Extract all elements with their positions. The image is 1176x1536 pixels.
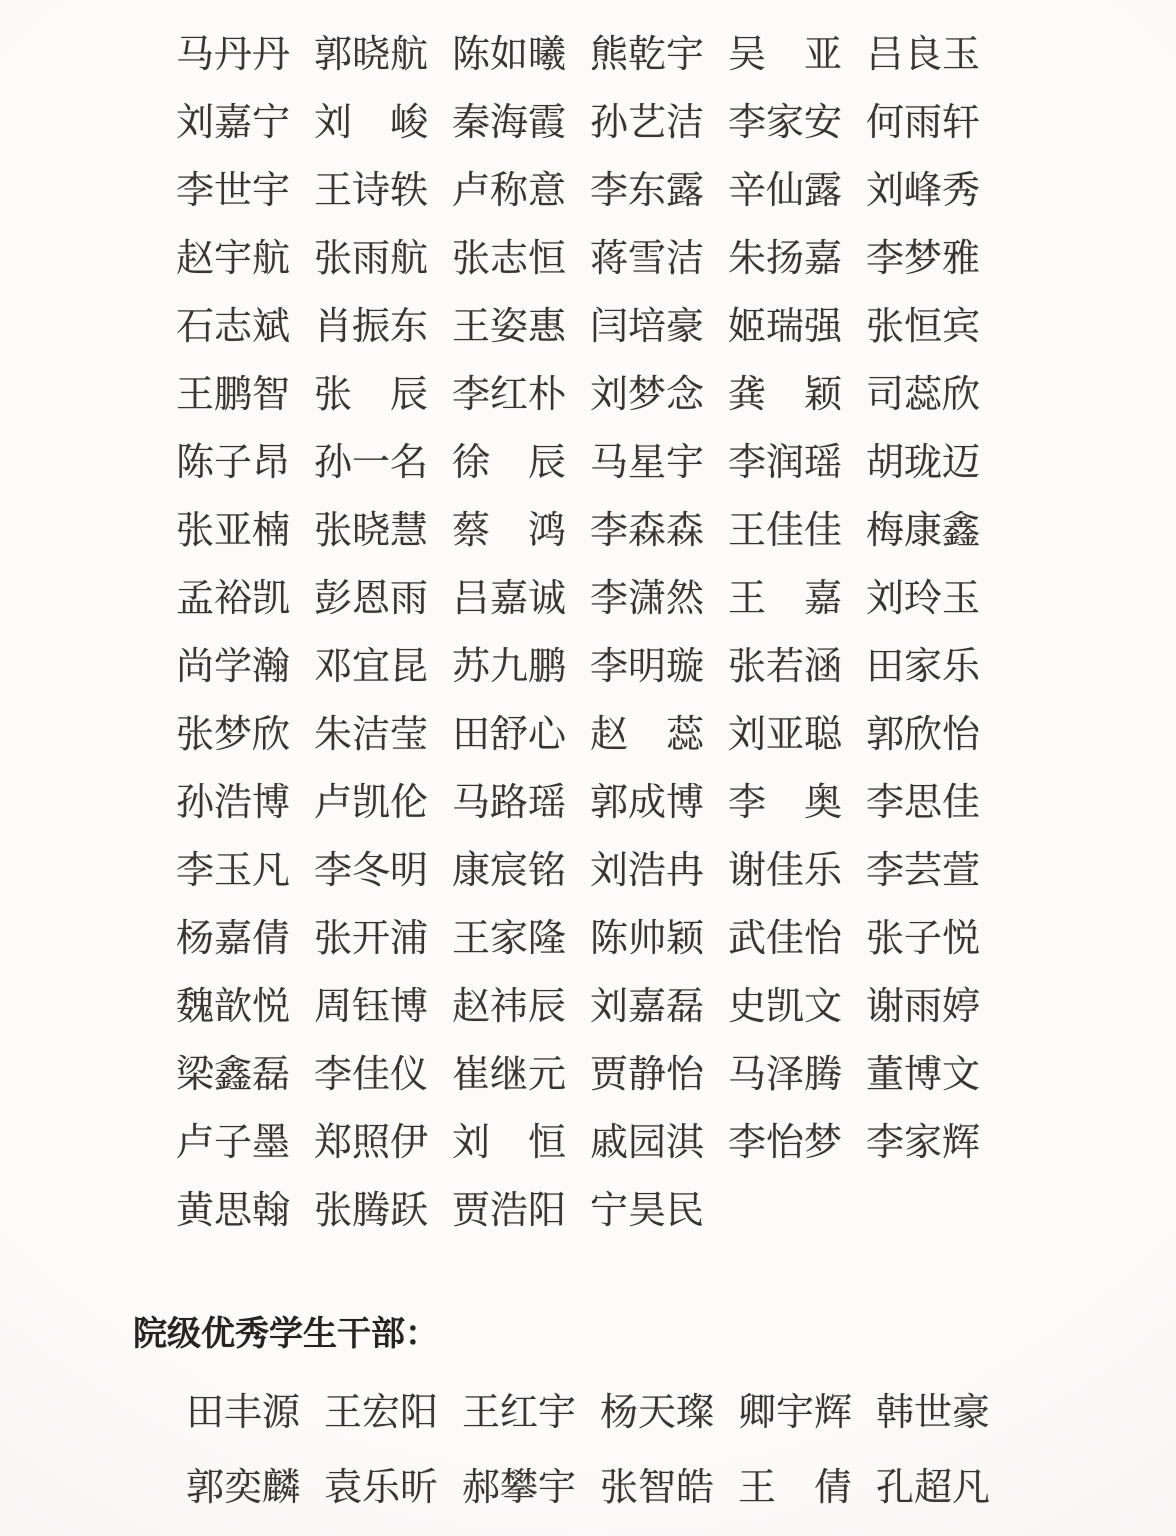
student-name: 李家安	[728, 100, 843, 144]
student-name: 马星宇	[590, 440, 705, 484]
student-name: 魏歆悦	[176, 984, 291, 1028]
student-name: 李世宇	[176, 168, 291, 212]
name-row	[176, 564, 1176, 632]
student-name: 张雨航	[314, 236, 429, 280]
student-name: 武佳怡	[728, 916, 843, 960]
student-name: 王红宇	[462, 1390, 577, 1435]
student-name: 刘嘉磊	[590, 984, 705, 1028]
student-name: 张志恒	[452, 236, 567, 280]
name-row	[186, 1375, 1176, 1450]
student-name: 王诗轶	[314, 168, 429, 212]
name-row	[176, 224, 1176, 292]
name-row	[176, 20, 1176, 88]
student-name: 宁昊民	[590, 1188, 705, 1232]
student-name: 卢子墨	[176, 1120, 291, 1164]
student-name: 王姿惠	[452, 304, 567, 348]
student-name: 熊乾宇	[590, 32, 705, 76]
student-name: 卢称意	[452, 168, 567, 212]
student-name: 李家辉	[866, 1120, 981, 1164]
student-name: 戚园淇	[590, 1120, 705, 1164]
student-name: 史凯文	[728, 984, 843, 1028]
student-name: 刘梦念	[590, 372, 705, 416]
student-name: 康宸铭	[452, 848, 567, 892]
student-name: 田丰源	[186, 1390, 301, 1435]
student-name: 贾静怡	[590, 1052, 705, 1096]
student-name: 吴 亚	[728, 32, 843, 76]
student-name: 梅康鑫	[866, 508, 981, 552]
student-name: 李 奥	[728, 780, 843, 824]
student-name: 孙浩博	[176, 780, 291, 824]
name-row	[176, 360, 1176, 428]
student-name: 陈如曦	[452, 32, 567, 76]
student-name: 王宏阳	[324, 1390, 439, 1435]
student-name: 谢雨婷	[866, 984, 981, 1028]
student-name: 李佳仪	[314, 1052, 429, 1096]
student-name: 吕嘉诚	[452, 576, 567, 620]
student-name: 吕良玉	[866, 32, 981, 76]
student-name: 张 辰	[314, 372, 429, 416]
student-name: 王鹏智	[176, 372, 291, 416]
student-name: 司蕊欣	[866, 372, 981, 416]
student-name: 石志斌	[176, 304, 291, 348]
student-name: 王 嘉	[728, 576, 843, 620]
student-name: 朱扬嘉	[728, 236, 843, 280]
student-name: 李玉凡	[176, 848, 291, 892]
student-name: 李芸萱	[866, 848, 981, 892]
student-name: 朱洁莹	[314, 712, 429, 756]
student-name: 田家乐	[866, 644, 981, 688]
student-name: 郭奕麟	[186, 1465, 301, 1510]
student-name: 张腾跃	[314, 1188, 429, 1232]
student-name: 韩世豪	[876, 1390, 991, 1435]
student-name: 郭欣怡	[866, 712, 981, 756]
name-row	[186, 1450, 1176, 1525]
student-name: 王佳佳	[728, 508, 843, 552]
student-name: 苏九鹏	[452, 644, 567, 688]
student-name: 马路瑶	[452, 780, 567, 824]
student-name: 崔继元	[452, 1052, 567, 1096]
student-name: 邓宜昆	[314, 644, 429, 688]
student-name: 辛仙露	[728, 168, 843, 212]
student-name: 肖振东	[314, 304, 429, 348]
student-name: 马丹丹	[176, 32, 291, 76]
student-name: 田舒心	[452, 712, 567, 756]
student-name: 张梦欣	[176, 712, 291, 756]
student-name: 董博文	[866, 1052, 981, 1096]
student-name: 李红朴	[452, 372, 567, 416]
student-name: 李思佳	[866, 780, 981, 824]
student-name: 郝攀宇	[462, 1465, 577, 1510]
student-name: 尚学瀚	[176, 644, 291, 688]
student-name: 刘玲玉	[866, 576, 981, 620]
student-name: 孙一名	[314, 440, 429, 484]
student-name: 刘 恒	[452, 1120, 567, 1164]
student-name: 谢佳乐	[728, 848, 843, 892]
student-name: 张晓慧	[314, 508, 429, 552]
student-name: 刘峰秀	[866, 168, 981, 212]
name-row	[176, 700, 1176, 768]
student-name: 郭晓航	[314, 32, 429, 76]
section-heading: 院级优秀学生干部：	[133, 1314, 439, 1354]
student-name: 赵 蕊	[590, 712, 705, 756]
student-name: 王 倩	[738, 1465, 853, 1510]
student-name: 秦海霞	[452, 100, 567, 144]
student-name: 蒋雪洁	[590, 236, 705, 280]
student-name: 孟裕凯	[176, 576, 291, 620]
student-name: 杨天璨	[600, 1390, 715, 1435]
name-row	[176, 292, 1176, 360]
student-name: 陈子昂	[176, 440, 291, 484]
student-name: 张亚楠	[176, 508, 291, 552]
name-row	[176, 904, 1176, 972]
student-name: 李森森	[590, 508, 705, 552]
student-name: 孔超凡	[876, 1465, 991, 1510]
cadre-student-list	[0, 1375, 1176, 1525]
student-name: 李潇然	[590, 576, 705, 620]
student-name: 贾浩阳	[452, 1188, 567, 1232]
student-name: 张恒宾	[866, 304, 981, 348]
student-name: 陈帅颖	[590, 916, 705, 960]
student-name: 刘亚聪	[728, 712, 843, 756]
student-name: 王家隆	[452, 916, 567, 960]
student-name: 孙艺洁	[590, 100, 705, 144]
student-name: 马泽腾	[728, 1052, 843, 1096]
student-name: 李明璇	[590, 644, 705, 688]
name-row	[176, 768, 1176, 836]
name-row	[176, 156, 1176, 224]
student-name: 梁鑫磊	[176, 1052, 291, 1096]
student-name: 张开浦	[314, 916, 429, 960]
name-row	[176, 496, 1176, 564]
student-name: 张子悦	[866, 916, 981, 960]
student-name: 黄思翰	[176, 1188, 291, 1232]
student-name: 蔡 鸿	[452, 508, 567, 552]
student-name: 周钰博	[314, 984, 429, 1028]
student-name: 张若涵	[728, 644, 843, 688]
student-name: 袁乐昕	[324, 1465, 439, 1510]
student-name: 徐 辰	[452, 440, 567, 484]
student-name: 赵祎辰	[452, 984, 567, 1028]
name-row	[176, 972, 1176, 1040]
student-name: 李东露	[590, 168, 705, 212]
name-row	[176, 632, 1176, 700]
student-name: 姬瑞强	[728, 304, 843, 348]
name-row	[176, 1040, 1176, 1108]
student-name: 闫培豪	[590, 304, 705, 348]
name-row	[176, 1176, 1176, 1244]
student-name: 赵宇航	[176, 236, 291, 280]
student-name: 刘 峻	[314, 100, 429, 144]
student-name: 李梦雅	[866, 236, 981, 280]
student-name: 郭成博	[590, 780, 705, 824]
student-name: 李冬明	[314, 848, 429, 892]
student-name: 刘浩冉	[590, 848, 705, 892]
student-name: 卢凯伦	[314, 780, 429, 824]
student-name: 何雨轩	[866, 100, 981, 144]
student-name: 李润瑶	[728, 440, 843, 484]
student-name: 杨嘉倩	[176, 916, 291, 960]
student-name: 刘嘉宁	[176, 100, 291, 144]
student-name: 卿宇辉	[738, 1390, 853, 1435]
student-name: 李怡梦	[728, 1120, 843, 1164]
name-row	[176, 428, 1176, 496]
student-name: 胡珑迈	[866, 440, 981, 484]
student-name: 张智皓	[600, 1465, 715, 1510]
name-row	[176, 836, 1176, 904]
student-name: 龚 颖	[728, 372, 843, 416]
student-name: 彭恩雨	[314, 576, 429, 620]
name-row	[176, 88, 1176, 156]
student-name: 郑照伊	[314, 1120, 429, 1164]
name-row	[176, 1108, 1176, 1176]
